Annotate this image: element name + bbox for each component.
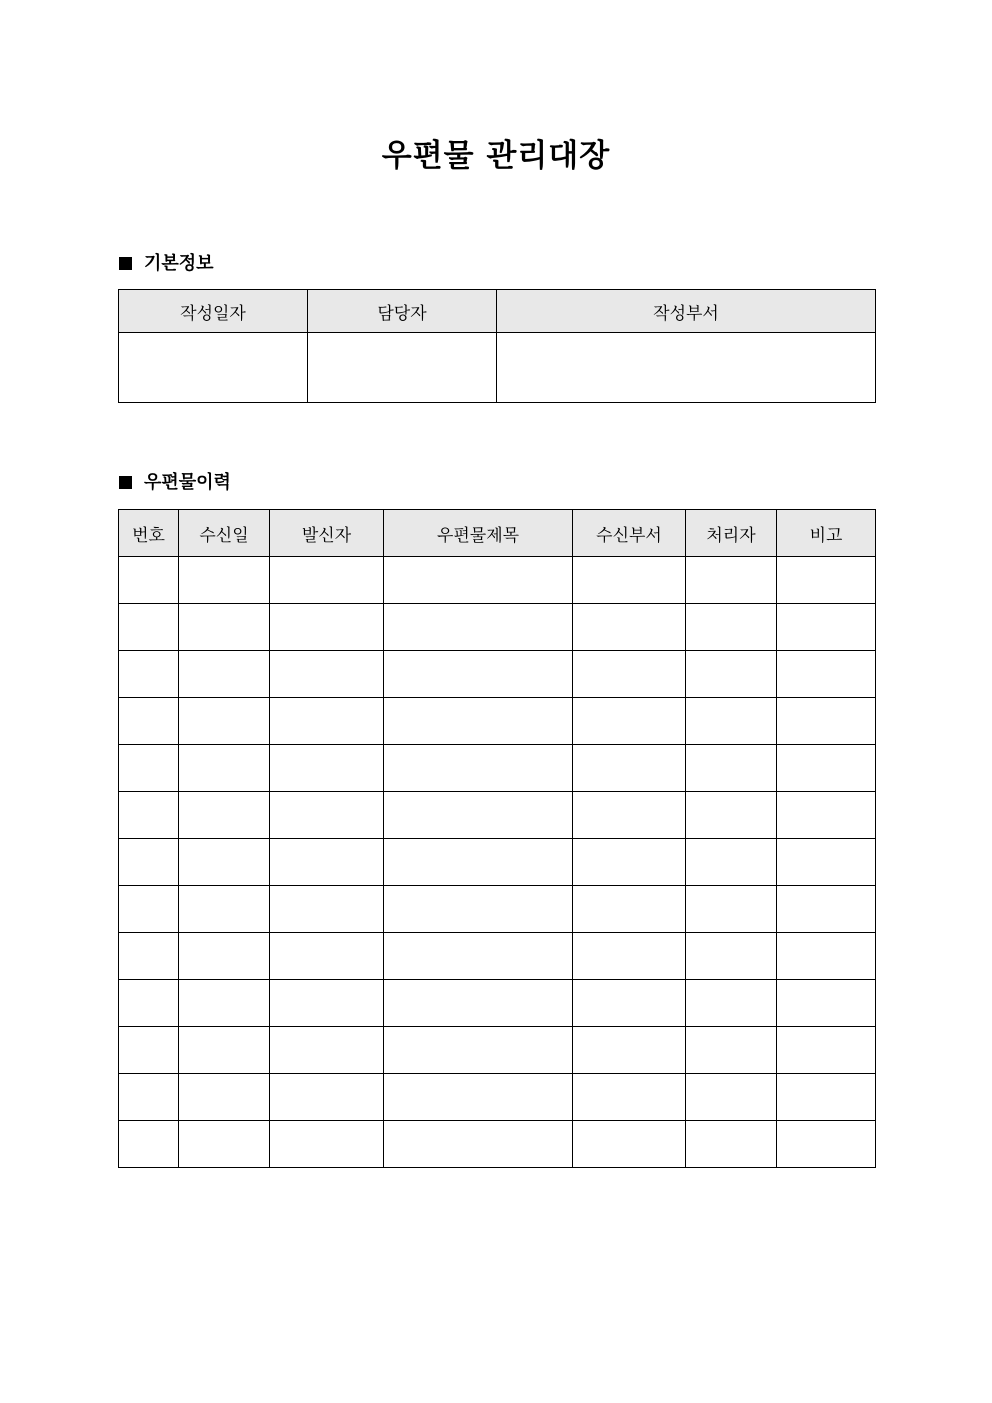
table-row [119, 1121, 876, 1168]
receiving-department-cell[interactable] [573, 886, 686, 933]
sender-cell[interactable] [270, 792, 384, 839]
remarks-cell[interactable] [777, 698, 876, 745]
table-row [119, 839, 876, 886]
section-heading-label: 기본정보 [144, 253, 214, 274]
mail-title-cell[interactable] [384, 604, 573, 651]
number-cell[interactable] [119, 980, 179, 1027]
remarks-cell[interactable] [777, 792, 876, 839]
receiving-department-cell[interactable] [573, 651, 686, 698]
number-cell[interactable] [119, 698, 179, 745]
receiving-department-cell[interactable] [573, 698, 686, 745]
basic-info-table [118, 289, 876, 403]
receiving-department-cell[interactable] [573, 980, 686, 1027]
remarks-cell[interactable] [777, 1074, 876, 1121]
number-cell[interactable] [119, 1027, 179, 1074]
received-date-cell[interactable] [179, 1074, 270, 1121]
mail-title-cell[interactable] [384, 839, 573, 886]
receiving-department-cell[interactable] [573, 745, 686, 792]
table-row [119, 1027, 876, 1074]
received-date-cell[interactable] [179, 651, 270, 698]
mail-title-cell[interactable] [384, 651, 573, 698]
received-date-cell[interactable] [179, 557, 270, 604]
mail-title-cell[interactable] [384, 933, 573, 980]
section-heading-mail-history [119, 470, 231, 496]
sender-cell[interactable] [270, 1121, 384, 1168]
section-heading-basic-info [119, 251, 214, 277]
received-date-cell[interactable] [179, 698, 270, 745]
table-row [119, 745, 876, 792]
column-header-handler: 처리자 [686, 510, 777, 557]
number-cell[interactable] [119, 1121, 179, 1168]
number-cell[interactable] [119, 745, 179, 792]
handler-cell[interactable] [686, 1027, 777, 1074]
mail-title-cell[interactable] [384, 886, 573, 933]
mail-title-cell[interactable] [384, 557, 573, 604]
receiving-department-cell[interactable] [573, 1074, 686, 1121]
sender-cell[interactable] [270, 651, 384, 698]
mail-title-cell[interactable] [384, 980, 573, 1027]
remarks-cell[interactable] [777, 604, 876, 651]
receiving-department-cell[interactable] [573, 933, 686, 980]
column-header-department: 작성부서 [497, 290, 876, 333]
number-cell[interactable] [119, 792, 179, 839]
table-row [119, 1074, 876, 1121]
handler-cell[interactable] [686, 980, 777, 1027]
column-header-remarks: 비고 [777, 510, 876, 557]
received-date-cell[interactable] [179, 792, 270, 839]
sender-cell[interactable] [270, 839, 384, 886]
document-title: 우편물 관리대장 [381, 138, 611, 174]
remarks-cell[interactable] [777, 745, 876, 792]
table-row [119, 651, 876, 698]
number-cell[interactable] [119, 839, 179, 886]
sender-cell[interactable] [270, 604, 384, 651]
received-date-cell[interactable] [179, 1121, 270, 1168]
column-header-date: 작성일자 [119, 290, 308, 333]
received-date-cell[interactable] [179, 839, 270, 886]
received-date-cell[interactable] [179, 886, 270, 933]
sender-cell[interactable] [270, 557, 384, 604]
receiving-department-cell[interactable] [573, 1027, 686, 1074]
handler-cell[interactable] [686, 886, 777, 933]
table-row [119, 886, 876, 933]
handler-cell[interactable] [686, 651, 777, 698]
table-row [119, 980, 876, 1027]
receiving-department-cell[interactable] [573, 604, 686, 651]
handler-cell[interactable] [686, 933, 777, 980]
number-cell[interactable] [119, 886, 179, 933]
number-cell[interactable] [119, 557, 179, 604]
column-header-manager: 담당자 [308, 290, 497, 333]
column-header-received-date: 수신일 [179, 510, 270, 557]
number-cell[interactable] [119, 651, 179, 698]
department-field[interactable] [497, 333, 876, 403]
table-row [119, 557, 876, 604]
sender-cell[interactable] [270, 980, 384, 1027]
handler-cell[interactable] [686, 604, 777, 651]
table-row [119, 604, 876, 651]
number-cell[interactable] [119, 1074, 179, 1121]
sender-cell[interactable] [270, 745, 384, 792]
table-header-row [119, 290, 876, 333]
handler-cell[interactable] [686, 557, 777, 604]
mail-title-cell[interactable] [384, 1074, 573, 1121]
remarks-cell[interactable] [777, 1121, 876, 1168]
handler-cell[interactable] [686, 839, 777, 886]
mail-title-cell[interactable] [384, 792, 573, 839]
table-header-row [119, 510, 876, 557]
square-bullet-icon [119, 257, 132, 270]
remarks-cell[interactable] [777, 651, 876, 698]
receiving-department-cell[interactable] [573, 839, 686, 886]
sender-cell[interactable] [270, 1074, 384, 1121]
table-row [119, 792, 876, 839]
sender-cell[interactable] [270, 933, 384, 980]
remarks-cell[interactable] [777, 557, 876, 604]
column-header-mail-title: 우편물제목 [384, 510, 573, 557]
table-row [119, 698, 876, 745]
handler-cell[interactable] [686, 792, 777, 839]
column-header-sender: 발신자 [270, 510, 384, 557]
sender-cell[interactable] [270, 886, 384, 933]
receiving-department-cell[interactable] [573, 1121, 686, 1168]
manager-field[interactable] [308, 333, 497, 403]
number-cell[interactable] [119, 604, 179, 651]
column-header-number: 번호 [119, 510, 179, 557]
remarks-cell[interactable] [777, 1027, 876, 1074]
mail-history-rows [119, 557, 876, 1168]
received-date-cell[interactable] [179, 933, 270, 980]
table-row [119, 333, 876, 403]
handler-cell[interactable] [686, 745, 777, 792]
receiving-department-cell[interactable] [573, 792, 686, 839]
sender-cell[interactable] [270, 1027, 384, 1074]
remarks-cell[interactable] [777, 933, 876, 980]
mail-history-table [118, 509, 876, 1168]
receiving-department-cell[interactable] [573, 557, 686, 604]
received-date-cell[interactable] [179, 980, 270, 1027]
column-header-receiving-department: 수신부서 [573, 510, 686, 557]
received-date-cell[interactable] [179, 1027, 270, 1074]
handler-cell[interactable] [686, 1121, 777, 1168]
remarks-cell[interactable] [777, 980, 876, 1027]
table-row [119, 933, 876, 980]
date-field[interactable] [119, 333, 308, 403]
handler-cell[interactable] [686, 1074, 777, 1121]
remarks-cell[interactable] [777, 886, 876, 933]
mail-title-cell[interactable] [384, 1027, 573, 1074]
mail-title-cell[interactable] [384, 745, 573, 792]
number-cell[interactable] [119, 933, 179, 980]
received-date-cell[interactable] [179, 604, 270, 651]
square-bullet-icon [119, 476, 132, 489]
section-heading-label: 우편물이력 [144, 472, 231, 493]
mail-title-cell[interactable] [384, 698, 573, 745]
remarks-cell[interactable] [777, 839, 876, 886]
handler-cell[interactable] [686, 698, 777, 745]
mail-title-cell[interactable] [384, 1121, 573, 1168]
sender-cell[interactable] [270, 698, 384, 745]
received-date-cell[interactable] [179, 745, 270, 792]
